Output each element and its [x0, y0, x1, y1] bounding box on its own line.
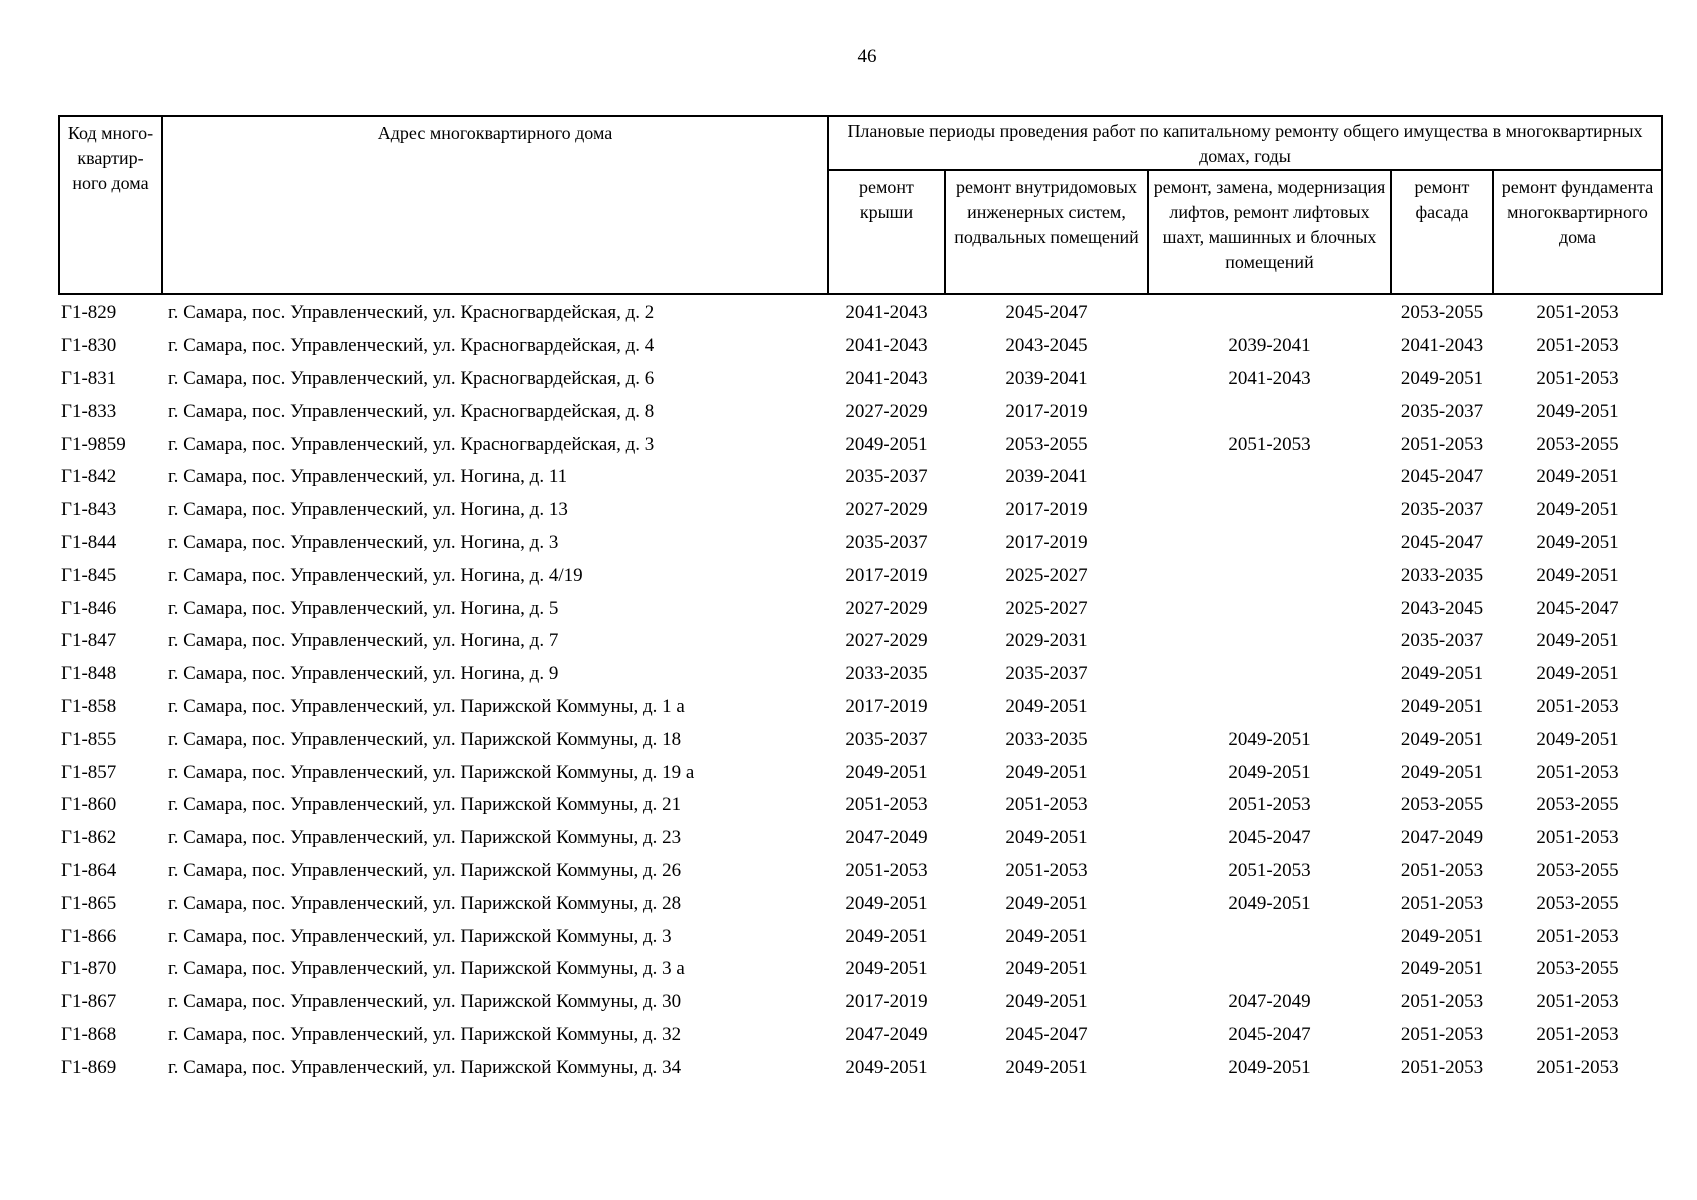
cell-roof: 2049-2051	[845, 433, 928, 455]
cell-address: г. Самара, пос. Управленческий, ул. Парижской Коммуны, д. 30	[168, 991, 682, 1013]
cell-foundation: 2049-2051	[1536, 564, 1619, 586]
cell-roof: 2047-2049	[845, 827, 928, 849]
cell-code: Г1-860	[61, 794, 117, 816]
cell-facade: 2049-2051	[1400, 663, 1484, 685]
cell-engineering: 2049-2051	[1005, 1056, 1088, 1078]
table-row	[59, 494, 1662, 527]
cell-engineering: 2049-2051	[1005, 827, 1088, 849]
header-roof: ремонт крыши	[828, 170, 945, 294]
cell-address: г. Самара, пос. Управленческий, ул. Ногина, д. 5	[168, 597, 559, 619]
page-number: 46	[857, 46, 877, 67]
cell-address: г. Самара, пос. Управленческий, ул. Ногина, д. 9	[168, 663, 559, 685]
table-row	[59, 855, 1662, 888]
cell-roof: 2049-2051	[845, 925, 928, 947]
cell-facade: 2045-2047	[1400, 466, 1484, 488]
cell-roof: 2041-2043	[845, 367, 928, 389]
cell-facade: 2051-2053	[1400, 433, 1484, 455]
cell-facade: 2043-2045	[1400, 597, 1484, 619]
table-row	[59, 294, 1662, 330]
cell-address: г. Самара, пос. Управленческий, ул. Красногвардейская, д. 6	[168, 367, 655, 389]
cell-address: г. Самара, пос. Управленческий, ул. Парижской Коммуны, д. 3	[168, 925, 672, 947]
cell-code: Г1-9859	[61, 433, 126, 455]
table-row	[59, 1051, 1662, 1084]
cell-code: Г1-855	[61, 728, 117, 750]
cell-facade: 2035-2037	[1400, 630, 1484, 652]
cell-code: Г1-870	[61, 958, 117, 980]
cell-roof: 2035-2037	[845, 466, 928, 488]
table-row	[59, 691, 1662, 724]
cell-lifts: 2045-2047	[1228, 827, 1311, 849]
table-row	[59, 559, 1662, 592]
table-row	[59, 625, 1662, 658]
cell-engineering: 2049-2051	[1005, 925, 1088, 947]
cell-engineering: 2039-2041	[1005, 466, 1088, 488]
header-periods: Плановые периоды проведения работ по капитальному ремонту общего имущества в многоквартирных домах, годы	[828, 116, 1662, 170]
table-row	[59, 1019, 1662, 1052]
cell-lifts	[1148, 294, 1391, 330]
cell-roof: 2049-2051	[845, 1056, 928, 1078]
table-body	[59, 294, 1662, 1084]
cell-foundation: 2051-2053	[1536, 761, 1619, 783]
table-row	[59, 822, 1662, 855]
cell-code: Г1-847	[61, 630, 117, 652]
cell-facade: 2053-2055	[1400, 794, 1484, 816]
table-row	[59, 428, 1662, 461]
cell-roof: 2027-2029	[845, 499, 928, 521]
cell-code: Г1-864	[61, 859, 117, 881]
cell-roof: 2017-2019	[845, 695, 928, 717]
cell-lifts	[1148, 691, 1391, 724]
cell-roof: 2041-2043	[845, 335, 928, 357]
header-facade: ремонт фасада	[1391, 170, 1493, 294]
cell-roof: 2049-2051	[845, 761, 928, 783]
table-row	[59, 986, 1662, 1019]
cell-roof: 2035-2037	[845, 728, 928, 750]
cell-lifts	[1148, 527, 1391, 560]
cell-engineering: 2039-2041	[1005, 367, 1088, 389]
cell-roof: 2027-2029	[845, 400, 928, 422]
cell-address: г. Самара, пос. Управленческий, ул. Красногвардейская, д. 2	[168, 302, 655, 324]
cell-lifts	[1148, 461, 1391, 494]
cell-facade: 2049-2051	[1400, 695, 1484, 717]
cell-facade: 2051-2053	[1400, 892, 1484, 914]
cell-code: Г1-831	[61, 367, 117, 389]
cell-lifts: 2047-2049	[1228, 991, 1311, 1013]
cell-facade: 2051-2053	[1400, 1023, 1484, 1045]
cell-engineering: 2017-2019	[1005, 531, 1088, 553]
cell-foundation: 2045-2047	[1536, 597, 1619, 619]
cell-lifts	[1148, 592, 1391, 625]
cell-lifts	[1148, 625, 1391, 658]
cell-facade: 2035-2037	[1400, 499, 1484, 521]
cell-facade: 2041-2043	[1400, 335, 1484, 357]
header-lifts: ремонт, замена, модернизация лифтов, ремонт лифтовых шахт, машинных и блочных помещений	[1148, 170, 1391, 294]
cell-foundation: 2049-2051	[1536, 630, 1619, 652]
cell-lifts	[1148, 920, 1391, 953]
cell-foundation: 2049-2051	[1536, 531, 1619, 553]
cell-roof: 2027-2029	[845, 597, 928, 619]
cell-engineering: 2033-2035	[1005, 728, 1088, 750]
cell-foundation: 2053-2055	[1536, 859, 1619, 881]
table-row	[59, 756, 1662, 789]
cell-engineering: 2049-2051	[1005, 761, 1088, 783]
cell-code: Г1-833	[61, 400, 117, 422]
cell-code: Г1-829	[61, 302, 117, 324]
cell-roof: 2017-2019	[845, 991, 928, 1013]
cell-engineering: 2049-2051	[1005, 695, 1088, 717]
header-engineering: ремонт внутридомовых инженерных систем, подвальных помещений	[945, 170, 1148, 294]
cell-code: Г1-858	[61, 695, 117, 717]
cell-roof: 2033-2035	[845, 663, 928, 685]
cell-engineering: 2017-2019	[1005, 400, 1088, 422]
cell-engineering: 2051-2053	[1005, 794, 1088, 816]
cell-code: Г1-857	[61, 761, 117, 783]
cell-address: г. Самара, пос. Управленческий, ул. Парижской Коммуны, д. 28	[168, 892, 682, 914]
table-row	[59, 723, 1662, 756]
cell-foundation: 2051-2053	[1536, 1056, 1619, 1078]
table-row	[59, 395, 1662, 428]
cell-lifts	[1148, 395, 1391, 428]
cell-foundation: 2049-2051	[1536, 663, 1619, 685]
cell-facade: 2045-2047	[1400, 531, 1484, 553]
table-row	[59, 887, 1662, 920]
cell-roof: 2051-2053	[845, 859, 928, 881]
cell-address: г. Самара, пос. Управленческий, ул. Парижской Коммуны, д. 23	[168, 827, 682, 849]
cell-code: Г1-848	[61, 663, 117, 685]
cell-facade: 2047-2049	[1400, 827, 1484, 849]
cell-engineering: 2053-2055	[1005, 433, 1088, 455]
header-code: Код много-квартир-ного дома	[59, 116, 162, 294]
cell-lifts: 2051-2053	[1228, 433, 1311, 455]
cell-foundation: 2051-2053	[1536, 991, 1619, 1013]
cell-lifts: 2051-2053	[1228, 794, 1311, 816]
cell-lifts	[1148, 953, 1391, 986]
cell-address: г. Самара, пос. Управленческий, ул. Парижской Коммуны, д. 26	[168, 859, 682, 881]
cell-facade: 2035-2037	[1400, 400, 1484, 422]
cell-foundation: 2053-2055	[1536, 794, 1619, 816]
cell-roof: 2049-2051	[845, 958, 928, 980]
cell-facade: 2051-2053	[1400, 991, 1484, 1013]
cell-foundation: 2053-2055	[1536, 958, 1619, 980]
cell-roof: 2051-2053	[845, 794, 928, 816]
cell-lifts: 2039-2041	[1228, 335, 1311, 357]
cell-engineering: 2025-2027	[1005, 564, 1088, 586]
cell-foundation: 2053-2055	[1536, 892, 1619, 914]
cell-facade: 2049-2051	[1400, 367, 1484, 389]
cell-foundation: 2049-2051	[1536, 466, 1619, 488]
cell-code: Г1-866	[61, 925, 117, 947]
cell-address: г. Самара, пос. Управленческий, ул. Ногина, д. 3	[168, 531, 559, 553]
cell-engineering: 2049-2051	[1005, 892, 1088, 914]
table-row	[59, 592, 1662, 625]
cell-facade: 2053-2055	[1400, 302, 1484, 324]
cell-foundation: 2051-2053	[1536, 335, 1619, 357]
header-address: Адрес многоквартирного дома	[162, 116, 828, 294]
cell-address: г. Самара, пос. Управленческий, ул. Парижской Коммуны, д. 19 а	[168, 761, 695, 783]
cell-lifts: 2049-2051	[1228, 761, 1311, 783]
table-row	[59, 461, 1662, 494]
cell-lifts: 2051-2053	[1228, 859, 1311, 881]
cell-facade: 2033-2035	[1400, 564, 1484, 586]
cell-engineering: 2049-2051	[1005, 958, 1088, 980]
cell-engineering: 2035-2037	[1005, 663, 1088, 685]
table-header	[59, 116, 1662, 294]
cell-facade: 2049-2051	[1400, 925, 1484, 947]
cell-foundation: 2051-2053	[1536, 1023, 1619, 1045]
cell-foundation: 2049-2051	[1536, 400, 1619, 422]
cell-address: г. Самара, пос. Управленческий, ул. Парижской Коммуны, д. 32	[168, 1023, 682, 1045]
table-row	[59, 527, 1662, 560]
cell-facade: 2049-2051	[1400, 761, 1484, 783]
cell-engineering: 2025-2027	[1005, 597, 1088, 619]
cell-code: Г1-843	[61, 499, 117, 521]
cell-engineering: 2043-2045	[1005, 335, 1088, 357]
cell-code: Г1-844	[61, 531, 117, 553]
cell-code: Г1-865	[61, 892, 117, 914]
cell-roof: 2017-2019	[845, 564, 928, 586]
cell-roof: 2047-2049	[845, 1023, 928, 1045]
repair-schedule-table	[58, 115, 1663, 1084]
cell-foundation: 2051-2053	[1536, 695, 1619, 717]
cell-code: Г1-862	[61, 827, 117, 849]
cell-lifts	[1148, 559, 1391, 592]
table-row	[59, 789, 1662, 822]
table-row	[59, 330, 1662, 363]
cell-foundation: 2053-2055	[1536, 433, 1619, 455]
header-foundation: ремонт фундамента многоквартирного дома	[1493, 170, 1662, 294]
table-row	[59, 658, 1662, 691]
cell-foundation: 2049-2051	[1536, 499, 1619, 521]
cell-lifts: 2049-2051	[1228, 892, 1311, 914]
cell-address: г. Самара, пос. Управленческий, ул. Парижской Коммуны, д. 34	[168, 1056, 682, 1078]
table-row	[59, 363, 1662, 396]
cell-lifts	[1148, 494, 1391, 527]
cell-facade: 2051-2053	[1400, 1056, 1484, 1078]
cell-address: г. Самара, пос. Управленческий, ул. Ногина, д. 7	[168, 630, 559, 652]
cell-roof: 2049-2051	[845, 892, 928, 914]
cell-address: г. Самара, пос. Управленческий, ул. Красногвардейская, д. 8	[168, 400, 655, 422]
cell-foundation: 2051-2053	[1536, 827, 1619, 849]
cell-facade: 2049-2051	[1400, 958, 1484, 980]
cell-roof: 2041-2043	[845, 302, 928, 324]
cell-code: Г1-868	[61, 1023, 117, 1045]
cell-lifts: 2045-2047	[1228, 1023, 1311, 1045]
cell-code: Г1-830	[61, 335, 117, 357]
cell-code: Г1-845	[61, 564, 117, 586]
cell-facade: 2051-2053	[1400, 859, 1484, 881]
cell-lifts	[1148, 658, 1391, 691]
cell-code: Г1-869	[61, 1056, 117, 1078]
cell-address: г. Самара, пос. Управленческий, ул. Ногина, д. 13	[168, 499, 568, 521]
cell-engineering: 2017-2019	[1005, 499, 1088, 521]
cell-address: г. Самара, пос. Управленческий, ул. Парижской Коммуны, д. 21	[168, 794, 682, 816]
table-row	[59, 920, 1662, 953]
cell-foundation: 2049-2051	[1536, 728, 1619, 750]
cell-lifts: 2041-2043	[1228, 367, 1311, 389]
cell-foundation: 2051-2053	[1536, 302, 1619, 324]
cell-address: г. Самара, пос. Управленческий, ул. Парижской Коммуны, д. 18	[168, 728, 682, 750]
cell-engineering: 2045-2047	[1005, 302, 1088, 324]
cell-address: г. Самара, пос. Управленческий, ул. Красногвардейская, д. 4	[168, 335, 655, 357]
cell-facade: 2049-2051	[1400, 728, 1484, 750]
cell-address: г. Самара, пос. Управленческий, ул. Ногина, д. 4/19	[168, 564, 583, 586]
cell-code: Г1-846	[61, 597, 117, 619]
cell-code: Г1-867	[61, 991, 117, 1013]
cell-foundation: 2051-2053	[1536, 925, 1619, 947]
cell-address: г. Самара, пос. Управленческий, ул. Ногина, д. 11	[168, 466, 568, 488]
cell-roof: 2027-2029	[845, 630, 928, 652]
cell-engineering: 2029-2031	[1005, 630, 1088, 652]
cell-lifts: 2049-2051	[1228, 728, 1311, 750]
cell-address: г. Самара, пос. Управленческий, ул. Парижской Коммуны, д. 3 а	[168, 958, 685, 980]
cell-code: Г1-842	[61, 466, 117, 488]
cell-address: г. Самара, пос. Управленческий, ул. Красногвардейская, д. 3	[168, 433, 655, 455]
cell-roof: 2035-2037	[845, 531, 928, 553]
cell-address: г. Самара, пос. Управленческий, ул. Парижской Коммуны, д. 1 а	[168, 695, 685, 717]
cell-foundation: 2051-2053	[1536, 367, 1619, 389]
cell-engineering: 2049-2051	[1005, 991, 1088, 1013]
cell-engineering: 2051-2053	[1005, 859, 1088, 881]
cell-engineering: 2045-2047	[1005, 1023, 1088, 1045]
cell-lifts: 2049-2051	[1228, 1056, 1311, 1078]
table-row	[59, 953, 1662, 986]
